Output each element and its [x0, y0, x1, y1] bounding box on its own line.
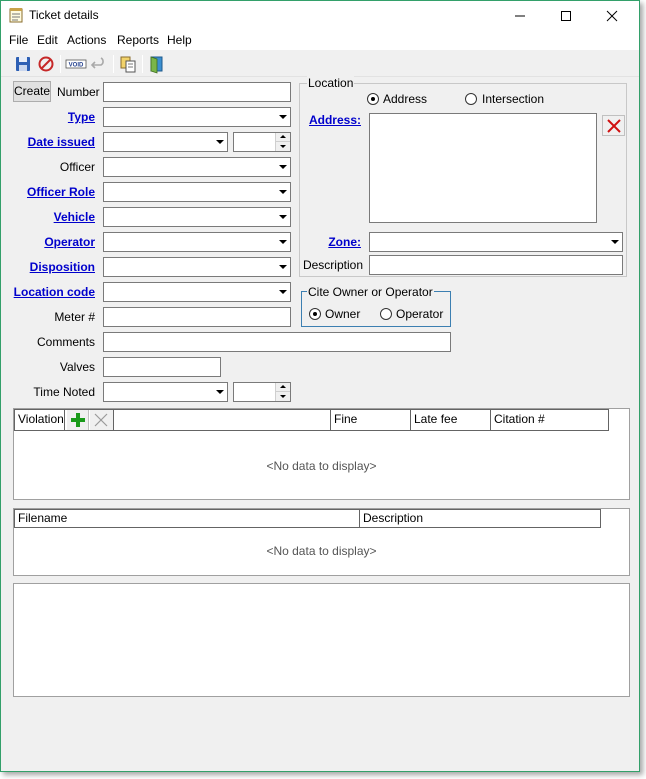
minimize-button[interactable] [497, 1, 543, 30]
void-button[interactable] [65, 54, 87, 74]
column-header-fine[interactable]: Fine [331, 410, 411, 430]
column-header-violation[interactable]: Violation [15, 410, 65, 430]
owner-radio[interactable] [309, 308, 321, 320]
chevron-down-icon [273, 108, 290, 126]
description-input[interactable] [369, 255, 623, 275]
undo-icon [89, 54, 109, 74]
vehicle-link[interactable]: Vehicle [53, 210, 95, 224]
intersection-radio[interactable] [465, 93, 477, 105]
officer-label: Officer [59, 160, 95, 174]
column-header-late-fee[interactable]: Late fee [411, 410, 491, 430]
valves-label: Valves [59, 360, 95, 374]
date-issued-picker[interactable] [103, 132, 228, 152]
time-noted-label: Time Noted [33, 385, 95, 399]
copy-button[interactable] [118, 54, 138, 74]
disposition-dropdown[interactable] [103, 257, 291, 277]
description-label: Description [302, 258, 363, 272]
maximize-button[interactable] [543, 1, 589, 30]
cite-group-title: Cite Owner or Operator [308, 285, 433, 299]
clear-address-button[interactable] [602, 115, 625, 136]
operator-dropdown[interactable] [103, 232, 291, 252]
menu-edit[interactable]: Edit [37, 33, 58, 47]
exit-door-icon [147, 54, 167, 74]
menu-bar [1, 30, 639, 50]
menu-help[interactable]: Help [167, 33, 192, 47]
type-link[interactable]: Type [67, 110, 95, 124]
comments-input[interactable] [103, 332, 451, 352]
address-link[interactable]: Address: [308, 113, 361, 127]
title-bar [1, 1, 639, 30]
plus-icon [70, 412, 86, 428]
menu-file[interactable]: File [9, 33, 29, 47]
officer-role-dropdown[interactable] [103, 182, 291, 202]
floppy-disk-icon [13, 54, 33, 74]
officer-role-link[interactable]: Officer Role [26, 185, 95, 199]
chevron-down-icon [210, 383, 227, 401]
valves-input[interactable] [103, 357, 221, 377]
save-button[interactable] [13, 54, 33, 74]
chevron-down-icon [273, 258, 290, 276]
column-header-citation[interactable]: Citation # [494, 412, 545, 426]
date-issued-link[interactable]: Date issued [27, 135, 95, 149]
close-button[interactable] [589, 1, 635, 30]
spin-down-icon[interactable] [275, 142, 290, 151]
gray-x-icon [93, 412, 109, 428]
chevron-down-icon [273, 283, 290, 301]
owner-radio-label[interactable]: Owner [325, 307, 361, 321]
exit-button[interactable] [147, 54, 167, 74]
spin-up-icon[interactable] [275, 383, 290, 392]
chevron-down-icon [273, 158, 290, 176]
remove-violation-button[interactable] [90, 410, 114, 430]
intersection-radio-label[interactable]: Intersection [482, 92, 545, 106]
create-button[interactable]: Create [13, 81, 51, 102]
disposition-link[interactable]: Disposition [29, 260, 95, 274]
chevron-down-icon [210, 133, 227, 151]
notes-area[interactable] [13, 583, 630, 697]
files-empty-text: <No data to display> [266, 544, 377, 558]
spin-down-icon[interactable] [275, 392, 290, 401]
column-header-description[interactable]: Description [363, 511, 424, 525]
spin-up-icon[interactable] [275, 133, 290, 142]
location-code-dropdown[interactable] [103, 282, 291, 302]
void-icon [65, 54, 87, 74]
zone-link[interactable]: Zone: [328, 235, 361, 249]
address-textarea[interactable] [369, 113, 597, 223]
menu-reports[interactable]: Reports [117, 33, 160, 47]
violations-empty-text: <No data to display> [266, 459, 377, 473]
chevron-down-icon [273, 233, 290, 251]
meter-input[interactable] [103, 307, 291, 327]
address-radio[interactable] [367, 93, 379, 105]
red-x-icon [606, 118, 622, 134]
violations-grid-header [14, 409, 609, 431]
cancel-button[interactable] [36, 54, 56, 74]
operator-link[interactable]: Operator [44, 235, 95, 249]
column-header-filename[interactable]: Filename [15, 510, 360, 527]
add-violation-button[interactable] [67, 410, 89, 430]
svg-text:VOID: VOID [68, 62, 84, 69]
undo-button[interactable] [89, 54, 109, 74]
number-input[interactable] [103, 82, 291, 102]
toolbar-separator [113, 55, 114, 73]
number-label: Number [57, 85, 100, 99]
vehicle-dropdown[interactable] [103, 207, 291, 227]
column-header-spacer [115, 410, 331, 430]
toolbar-separator [142, 55, 143, 73]
time-noted-picker[interactable] [103, 382, 228, 402]
time-noted-spinner[interactable] [233, 382, 291, 402]
zone-dropdown[interactable] [369, 232, 623, 252]
menu-actions[interactable]: Actions [67, 33, 107, 47]
date-issued-time-spinner[interactable] [233, 132, 291, 152]
copy-documents-icon [118, 54, 138, 74]
location-group-title: Location [308, 76, 354, 90]
violations-grid[interactable] [13, 408, 630, 500]
files-grid[interactable] [13, 508, 630, 576]
toolbar [1, 50, 639, 77]
operator-radio-label[interactable]: Operator [396, 307, 444, 321]
chevron-down-icon [605, 233, 622, 251]
no-entry-icon [36, 54, 56, 74]
operator-radio[interactable] [380, 308, 392, 320]
location-code-link[interactable]: Location code [13, 285, 95, 299]
comments-label: Comments [36, 335, 95, 349]
chevron-down-icon [273, 183, 290, 201]
officer-dropdown[interactable] [103, 157, 291, 177]
files-grid-header [14, 509, 601, 528]
meter-label: Meter # [54, 310, 95, 324]
window-title: Ticket details [29, 8, 99, 22]
type-dropdown[interactable] [103, 107, 291, 127]
toolbar-separator [60, 55, 61, 73]
address-radio-label[interactable]: Address [383, 92, 428, 106]
chevron-down-icon [273, 208, 290, 226]
notepad-icon [8, 7, 24, 23]
